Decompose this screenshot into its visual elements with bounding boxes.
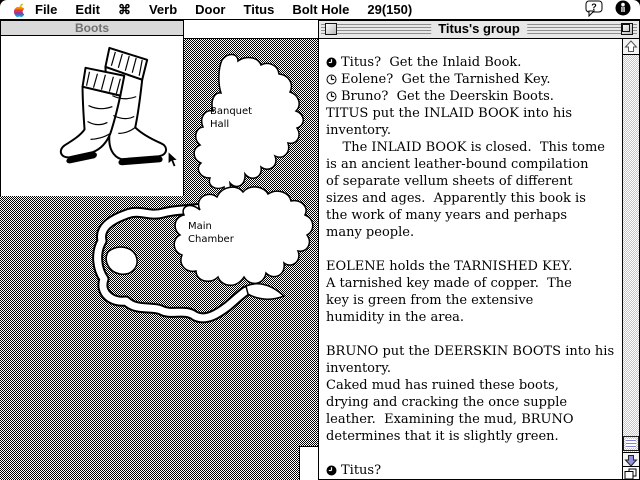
menu-bolt-hole[interactable]: Bolt Hole <box>292 1 350 17</box>
clock-filled-icon <box>326 465 337 476</box>
log-line: Titus? <box>326 462 626 478</box>
scroll-up-button[interactable] <box>623 39 639 55</box>
balloon-help-icon[interactable] <box>585 0 604 20</box>
log-line: many people. <box>326 225 415 240</box>
log-line: Eolene? Get the Tarnished Key. <box>326 71 626 88</box>
svg-text:Hall: Hall <box>210 119 230 130</box>
log-line: the work of many years and perhaps <box>326 208 568 223</box>
menu-bar-right <box>585 0 631 20</box>
log-line: drying and cracking the once supple <box>326 395 568 410</box>
svg-text:?: ? <box>591 1 597 12</box>
log-line: Titus? Get the Inlaid Book. <box>326 54 626 71</box>
log-line: EOLENE holds the TARNISHED KEY. <box>326 259 573 274</box>
log-line: A tarnished key made of copper. The <box>326 276 572 291</box>
log-line <box>326 326 626 343</box>
close-box[interactable] <box>325 23 337 35</box>
log-line: of separate vellum sheets of different <box>326 174 573 189</box>
scrollbar[interactable] <box>622 39 639 479</box>
boots-window <box>0 20 184 196</box>
log-line: TITUS put the INLAID BOOK into his <box>326 106 573 121</box>
map-room-small[interactable] <box>106 247 137 274</box>
boots-window-title[interactable]: Boots <box>1 21 183 36</box>
menu-file[interactable]: File <box>35 1 58 17</box>
clock-open-icon <box>326 74 337 85</box>
map-passage-tail <box>246 284 284 299</box>
clock-open-icon <box>326 91 337 102</box>
map-scroll-corner <box>299 446 319 480</box>
group-window <box>318 20 640 480</box>
menu-titus[interactable]: Titus <box>243 1 275 17</box>
log-line: BRUNO put the DEERSKIN BOOTS into his <box>326 344 615 359</box>
apple-menu-icon[interactable] <box>13 2 26 17</box>
map-label-banquet: Banquet <box>210 106 253 117</box>
log-line: The INLAID BOOK is closed. This tome <box>326 140 605 155</box>
log-line: Bruno? Get the Deerskin Boots. <box>326 88 626 105</box>
boots-illustration <box>1 36 183 196</box>
zoom-box[interactable] <box>621 23 633 35</box>
clock-filled-icon <box>326 57 337 68</box>
screen-corner <box>0 0 7 7</box>
log-line: humidity in the area. <box>326 310 465 325</box>
log-line: inventory. <box>326 361 391 376</box>
menu-list <box>26 2 421 18</box>
log-line: determines that it is slightly green. <box>326 429 559 444</box>
message-log <box>320 39 626 478</box>
log-line: inventory. <box>326 123 391 138</box>
screen-corner <box>633 0 640 7</box>
menu-score[interactable]: 29(150) <box>367 1 413 17</box>
svg-text:Chamber: Chamber <box>188 234 234 245</box>
grow-box[interactable] <box>622 466 639 479</box>
application-menu-icon[interactable] <box>615 0 631 19</box>
apple-stripes <box>13 2 26 17</box>
log-line: Caked mud has ruined these boots, <box>326 378 559 393</box>
log-line: leather. Examining the mud, BRUNO <box>326 412 574 427</box>
menu-command[interactable]: ⌘ <box>117 1 131 17</box>
log-line: sizes and ages. Apparently this book is <box>326 191 586 206</box>
group-window-titlebar[interactable] <box>319 21 639 39</box>
menu-verb[interactable]: Verb <box>148 1 178 17</box>
map-room-banquet-hall[interactable] <box>194 54 303 209</box>
menu-edit[interactable]: Edit <box>75 1 100 17</box>
map-window-titlebar[interactable] <box>183 20 319 39</box>
map-label-main-chamber: Main <box>188 221 212 232</box>
menu-door[interactable]: Door <box>195 1 226 17</box>
log-line: is an ancient leather-bound compilation <box>326 157 589 172</box>
menu-bar <box>0 0 640 20</box>
log-line <box>326 241 626 258</box>
scroll-thumb[interactable] <box>623 436 639 451</box>
log-line: key is green from the extensive <box>326 293 534 308</box>
group-window-title: Titus's group <box>431 21 527 37</box>
log-line <box>326 445 626 462</box>
